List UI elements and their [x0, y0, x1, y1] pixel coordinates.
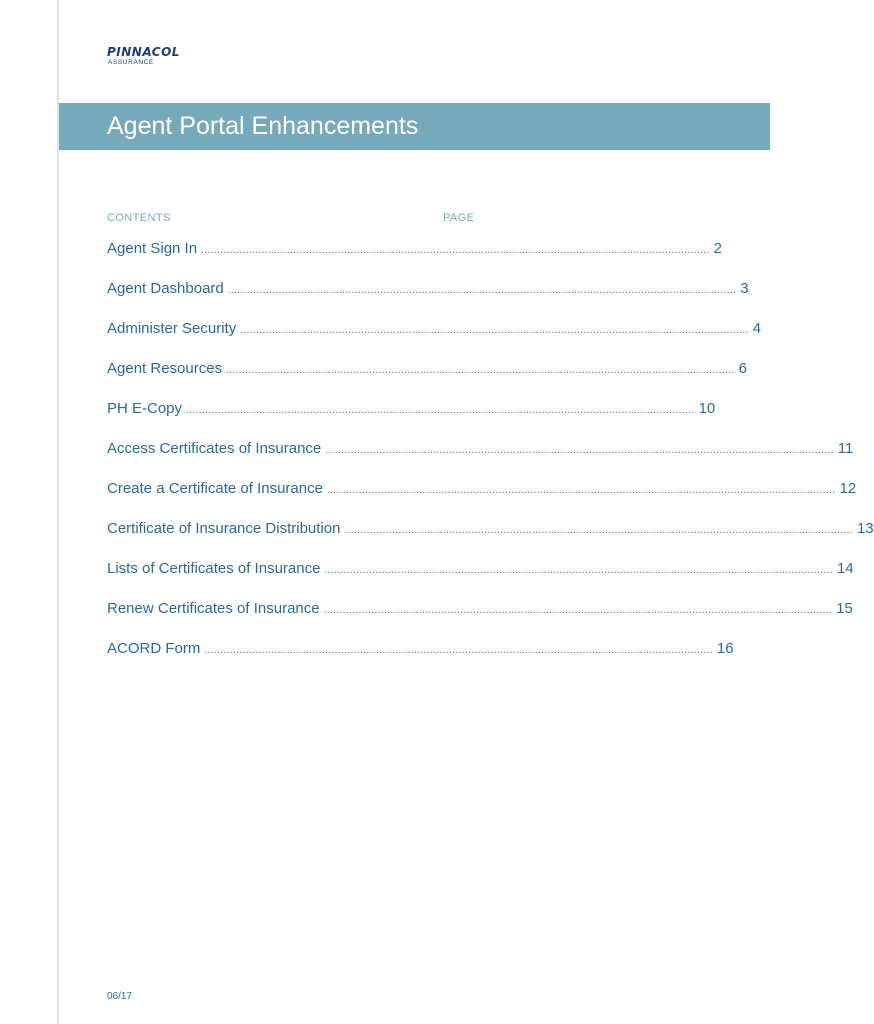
toc-entry-label[interactable]: Lists of Certificates of Insurance — [107, 560, 321, 577]
toc-leader-dots: ................................................................................................................................................................ — [344, 525, 853, 536]
toc-entry-page[interactable]: 11 — [837, 440, 854, 457]
toc-entry-label[interactable]: Agent Sign In — [107, 240, 198, 257]
toc-entry-page[interactable]: 16 — [716, 640, 734, 657]
toc-entry[interactable] — [107, 480, 857, 520]
toc-entry[interactable] — [107, 280, 749, 320]
toc-entry-page[interactable]: 12 — [839, 480, 857, 497]
toc-leader-dots: ................................................................................................................................................................ — [323, 605, 833, 616]
toc-entry-label[interactable]: Access Certificates of Insurance — [107, 440, 322, 457]
toc-leader-dots: ................................................................................................................................................................ — [204, 645, 713, 656]
toc-entry[interactable] — [107, 440, 854, 480]
toc-entry-page[interactable]: 3 — [740, 280, 749, 297]
toc-entry[interactable] — [107, 360, 747, 400]
logo-name: PINNACOL — [107, 45, 180, 59]
toc-entry-label[interactable]: Administer Security — [107, 320, 237, 337]
toc-entry[interactable] — [107, 240, 722, 280]
toc-leader-dots: ................................................................................................................................................................ — [227, 285, 737, 296]
toc-entry-page[interactable]: 10 — [698, 400, 716, 417]
footer-date: 06/17 — [107, 991, 133, 1002]
toc-entry[interactable] — [107, 600, 853, 640]
toc-leader-dots: ................................................................................................................................................................ — [186, 405, 695, 416]
toc-leader-dots: ................................................................................................................................................................ — [326, 485, 836, 496]
toc-entry[interactable] — [107, 320, 762, 360]
toc-entry-label[interactable]: Agent Dashboard — [107, 280, 224, 297]
toc-entry-page[interactable]: 13 — [856, 520, 874, 537]
toc-leader-dots: ................................................................................................................................................................ — [201, 245, 710, 256]
toc-leader-dots: ................................................................................................................................................................ — [226, 365, 735, 376]
contents-header: CONTENTS — [107, 212, 171, 224]
toc-entry-page[interactable]: 4 — [752, 320, 762, 337]
page-title: Agent Portal Enhancements — [107, 112, 419, 140]
toc-entry-label[interactable]: Renew Certificates of Insurance — [107, 600, 320, 617]
pinnacol-logo — [107, 46, 180, 66]
toc-entry[interactable] — [107, 640, 734, 680]
logo-subname: ASSURANCE — [108, 59, 154, 66]
toc-entry-label[interactable]: Agent Resources — [107, 360, 223, 377]
table-of-contents — [107, 240, 874, 680]
toc-entry-label[interactable]: Certificate of Insurance Distribution — [107, 520, 341, 537]
toc-entry-label[interactable]: ACORD Form — [107, 640, 201, 657]
toc-leader-dots: ................................................................................................................................................................ — [325, 445, 834, 456]
page-margin-line — [57, 0, 59, 1024]
page-column-header: PAGE — [443, 212, 475, 224]
toc-entry[interactable] — [107, 400, 716, 440]
toc-entry-page[interactable]: 15 — [836, 600, 853, 617]
toc-leader-dots: ................................................................................................................................................................ — [324, 565, 833, 576]
toc-leader-dots: ................................................................................................................................................................ — [240, 325, 749, 336]
toc-entry[interactable] — [107, 560, 854, 600]
toc-entry-page[interactable]: 14 — [836, 560, 854, 577]
toc-entry-page[interactable]: 2 — [713, 240, 722, 257]
toc-entry[interactable] — [107, 520, 874, 560]
title-band — [59, 103, 770, 150]
toc-entry-label[interactable]: Create a Certificate of Insurance — [107, 480, 323, 497]
toc-entry-label[interactable]: PH E-Copy — [107, 400, 183, 417]
toc-entry-page[interactable]: 6 — [738, 360, 747, 377]
